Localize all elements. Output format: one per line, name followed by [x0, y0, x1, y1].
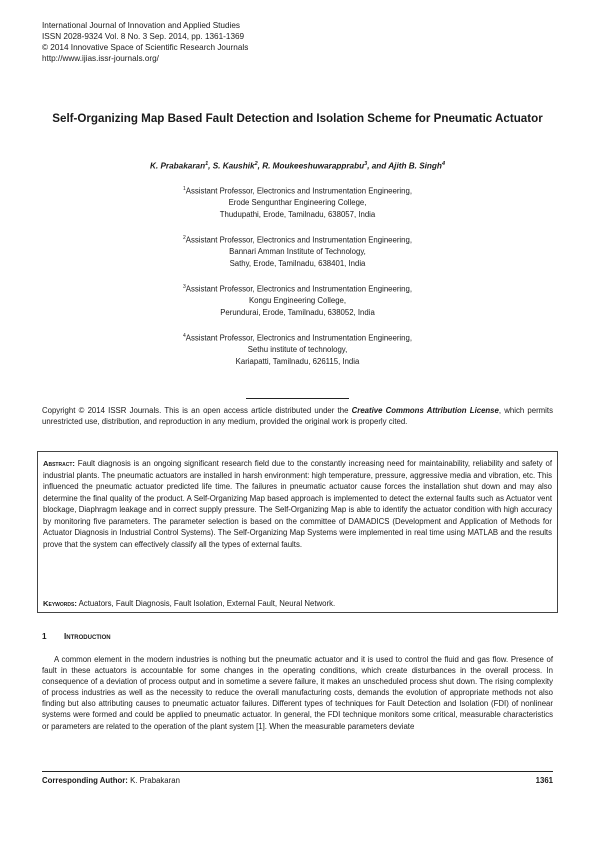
keywords — [43, 598, 552, 610]
affiliation-sup: 4 — [182, 333, 186, 340]
license-name: Creative Commons Attribution License — [351, 406, 499, 415]
affiliation-line: Thudupathi, Erode, Tamilnadu, 638057, India — [219, 209, 376, 219]
keywords-text: Actuators, Fault Diagnosis, Fault Isolation, External Fault, Neural Network. — [76, 599, 336, 608]
affiliations — [40, 184, 555, 380]
author-name: R. Moukeeshuwarapprabu — [262, 161, 365, 171]
abstract — [43, 458, 552, 550]
introduction-paragraph: A common element in the modern industries is nothing but the pneumatic actuator and it is used to control the fluid and gas flow. Presence of fault in these actuators is accountable for some changes in the operating conditions, which create disturbances in the overall process. In consequence of a deviation of process output and in sometime a severe failure, it makes an unscheduled process shut down. The rising complexity of process industries as well as the necessity to reduce the overall manufacturing costs, demands the evolution of appropriate methods not also finding but also attributing causes to pneumatic actuator failures. Different types of techniques for Fault Detection and Isolation (FDI) of nonlinear systems were formed and could be applied to pneumatic actuator. In general, the FDI technique monitors some critical, measurable characteristics or parameters are related to the operation of the plant system [1]. When the measurable parameters deviate — [42, 655, 553, 731]
divider — [246, 398, 349, 399]
affiliation-line: Kongu Engineering College, — [248, 296, 347, 306]
author-name: Ajith B. Singh — [388, 161, 442, 171]
affiliation-line: Kariapatti, Tamilnadu, 626115, India — [235, 356, 360, 366]
journal-name: International Journal of Innovation and Applied Studies — [42, 21, 241, 30]
copyright-text: Copyright © 2014 ISSR Journals. This is an open access article distributed under the — [42, 406, 352, 415]
footer-divider — [42, 771, 553, 772]
page-number: 1361 — [535, 776, 553, 785]
affiliation-line: Assistant Professor, Electronics and Instrumentation Engineering, — [185, 235, 412, 245]
author-sup: 4 — [441, 161, 445, 167]
affiliation — [40, 282, 555, 318]
abstract-box — [37, 451, 558, 613]
affiliation-line: Sathy, Erode, Tamilnadu, 638401, India — [229, 258, 366, 268]
paper-title: Self-Organizing Map Based Fault Detection and Isolation Scheme for Pneumatic Actuator — [52, 112, 543, 125]
copyright-notice — [42, 405, 553, 427]
affiliation-sup: 1 — [182, 186, 186, 192]
affiliation-line: Sethu institute of technology, — [247, 345, 348, 355]
page-footer — [42, 776, 553, 785]
affiliation-line: Bannari Amman Institute of Technology, — [229, 247, 366, 257]
affiliation-line: Assistant Professor, Electronics and Instrumentation Engineering, — [185, 333, 412, 343]
author-sup: 3 — [364, 161, 368, 167]
author-sep: , — [257, 161, 263, 171]
affiliation — [40, 184, 555, 220]
affiliation — [40, 331, 555, 367]
journal-issn: ISSN 2028-9324 Vol. 8 No. 3 Sep. 2014, pp. 1361-1369 — [42, 32, 245, 41]
section-title: Introduction — [64, 632, 111, 641]
journal-header — [42, 20, 248, 64]
author-sep: , and — [367, 161, 389, 171]
abstract-text: Fault diagnosis is an ongoing significant research field due to the constantly increasing need for maintainability, reliability and safety of industrial plants. The pneumatic actuators are installed in harsh environment: high temperature, pressure, aggressive media and vibration, etc. This influenced the pneumatic actuator predicted life time. The failures in pneumatic actuator cause forces the installation shut down and may also determine the final quality of the product. A Self-Organizing Map based approach is implemented to detect the external faults such as Actuator vent blockage, Diaphragm leakage and in correct supply pressure. The Self-Organizing Map is able to identify the actuator condition with high accuracy by monitoring five parameters. The parameter selection is based on the committee of DAMADICS (Development and Application of Methods for Actuator Diagnosis in Industrial Control Systems). The Self-Organizing Map Systems were implemented in real time using MATLAB and the results prove that the system can effectively classify all the types of external faults. — [43, 459, 552, 549]
affiliation-line: Assistant Professor, Electronics and Instrumentation Engineering, — [185, 186, 412, 196]
abstract-label: Abstract: — [43, 459, 75, 468]
author-sup: 1 — [205, 161, 209, 167]
section-number: 1 — [42, 632, 47, 641]
journal-url[interactable]: http://www.ijias.issr-journals.org/ — [42, 54, 159, 63]
keywords-label: Keywords: — [43, 599, 77, 608]
affiliation — [40, 233, 555, 269]
author-sep: , — [208, 161, 213, 171]
corresponding-author-name: K. Prabakaran — [127, 776, 180, 785]
corresponding-author-label: Corresponding Author: — [42, 776, 128, 785]
affiliation-line: Assistant Professor, Electronics and Instrumentation Engineering, — [185, 284, 412, 294]
author-name: K. Prabakaran — [150, 161, 206, 171]
author-name: S. Kaushik — [212, 161, 255, 171]
affiliation-sup: 2 — [182, 235, 186, 242]
author-list — [40, 161, 555, 171]
affiliation-sup: 3 — [182, 284, 186, 291]
author-sup: 2 — [254, 161, 258, 167]
affiliation-line: Erode Sengunthar Engineering College, — [228, 198, 367, 208]
section-heading — [42, 632, 111, 641]
journal-copyright: © 2014 Innovative Space of Scientific Research Journals — [42, 43, 249, 52]
copyright-text: , which permits unrestricted use, distribution, and reproduction in any medium, provided the original work is properly cited. — [42, 406, 553, 426]
affiliation-line: Perundurai, Erode, Tamilnadu, 638052, India — [220, 307, 375, 317]
